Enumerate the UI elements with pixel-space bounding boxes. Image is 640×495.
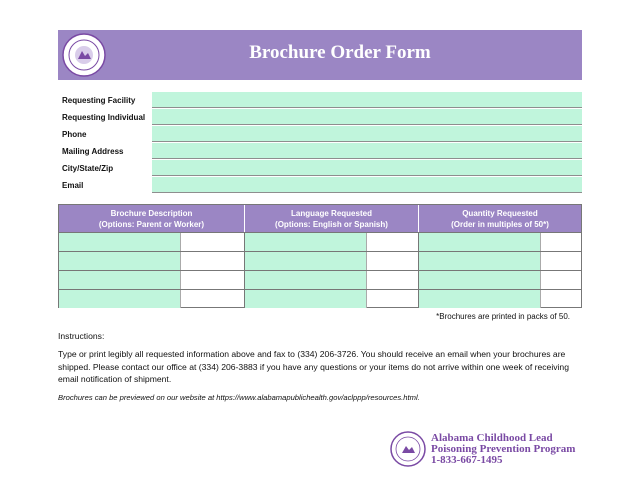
facility-label: Requesting Facility	[62, 96, 136, 105]
language-column-title: Language Requested	[291, 209, 372, 218]
brochure-column-header	[59, 205, 245, 232]
quantity-cell[interactable]	[419, 271, 581, 289]
quantity-input[interactable]	[419, 252, 541, 270]
org-name	[431, 433, 575, 466]
language-column-subtitle: (Options: English or Spanish)	[275, 220, 388, 229]
individual-field[interactable]	[152, 109, 582, 125]
language-cell[interactable]	[245, 252, 419, 270]
quantity-cell[interactable]	[419, 290, 581, 308]
brochure-input[interactable]	[59, 233, 181, 251]
quantity-input[interactable]	[419, 271, 541, 289]
language-column-header	[245, 205, 419, 232]
brochure-cell[interactable]	[59, 233, 245, 251]
requester-info	[58, 92, 582, 194]
packs-footnote: *Brochures are printed in packs of 50.	[436, 312, 570, 321]
brochure-cell[interactable]	[59, 290, 245, 308]
brochure-input[interactable]	[59, 252, 181, 270]
order-table-header	[59, 205, 581, 232]
quantity-input[interactable]	[419, 290, 541, 308]
phone-label: Phone	[62, 130, 87, 139]
info-row-phone	[58, 126, 582, 143]
table-row	[59, 251, 581, 270]
address-field[interactable]	[152, 143, 582, 159]
preview-note: Brochures can be previewed on our website at https://www.alabamapublichealth.gov/aclppp/resources.html.	[58, 393, 420, 402]
phone-field[interactable]	[152, 126, 582, 142]
order-table	[58, 204, 582, 308]
table-row	[59, 289, 581, 308]
language-input[interactable]	[245, 252, 367, 270]
brochure-column-subtitle: (Options: Parent or Worker)	[98, 220, 205, 229]
instructions-title: Instructions:	[58, 331, 105, 341]
info-row-city	[58, 160, 582, 177]
quantity-input[interactable]	[419, 233, 541, 251]
form-header	[58, 30, 582, 80]
org-phone: 1-833-667-1495	[431, 454, 503, 466]
quantity-cell[interactable]	[419, 233, 581, 251]
language-input[interactable]	[245, 290, 367, 308]
brochure-cell[interactable]	[59, 252, 245, 270]
language-input[interactable]	[245, 233, 367, 251]
facility-field[interactable]	[152, 92, 582, 108]
quantity-cell[interactable]	[419, 252, 581, 270]
org-name-line2: Poisoning Prevention Program	[431, 443, 576, 455]
quantity-column-title: Quantity Requested	[462, 209, 538, 218]
language-cell[interactable]	[245, 290, 419, 308]
brochure-column-title: Brochure Description	[110, 209, 193, 218]
city-field[interactable]	[152, 160, 582, 176]
email-label: Email	[62, 181, 84, 190]
table-row	[59, 270, 581, 289]
acl-footer-logo-icon	[390, 431, 426, 467]
individual-label: Requesting Individual	[62, 113, 146, 122]
brochure-input[interactable]	[59, 271, 181, 289]
info-row-facility	[58, 92, 582, 109]
brochure-input[interactable]	[59, 290, 181, 308]
language-input[interactable]	[245, 271, 367, 289]
page-title: Brochure Order Form	[249, 42, 431, 63]
info-row-individual	[58, 109, 582, 126]
brochure-cell[interactable]	[59, 271, 245, 289]
quantity-column-header	[419, 205, 581, 232]
language-cell[interactable]	[245, 271, 419, 289]
email-field[interactable]	[152, 177, 582, 193]
info-row-address	[58, 143, 582, 160]
language-cell[interactable]	[245, 233, 419, 251]
table-row	[59, 232, 581, 251]
info-row-email	[58, 177, 582, 194]
address-label: Mailing Address	[62, 147, 124, 156]
quantity-column-subtitle: (Order in multiples of 50*)	[451, 220, 549, 229]
instructions-body: Type or print legibly all requested information above and fax to (334) 206-3726. You should receive an email when your brochures are shipped. Please contact our office at (334) 206-3883 if you have any questions or your items do not arrive within one week of receiving email notification of shipment.	[58, 349, 569, 384]
city-label: City/State/Zip	[62, 164, 114, 173]
org-name-line1: Alabama Childhood Lead	[431, 432, 553, 444]
